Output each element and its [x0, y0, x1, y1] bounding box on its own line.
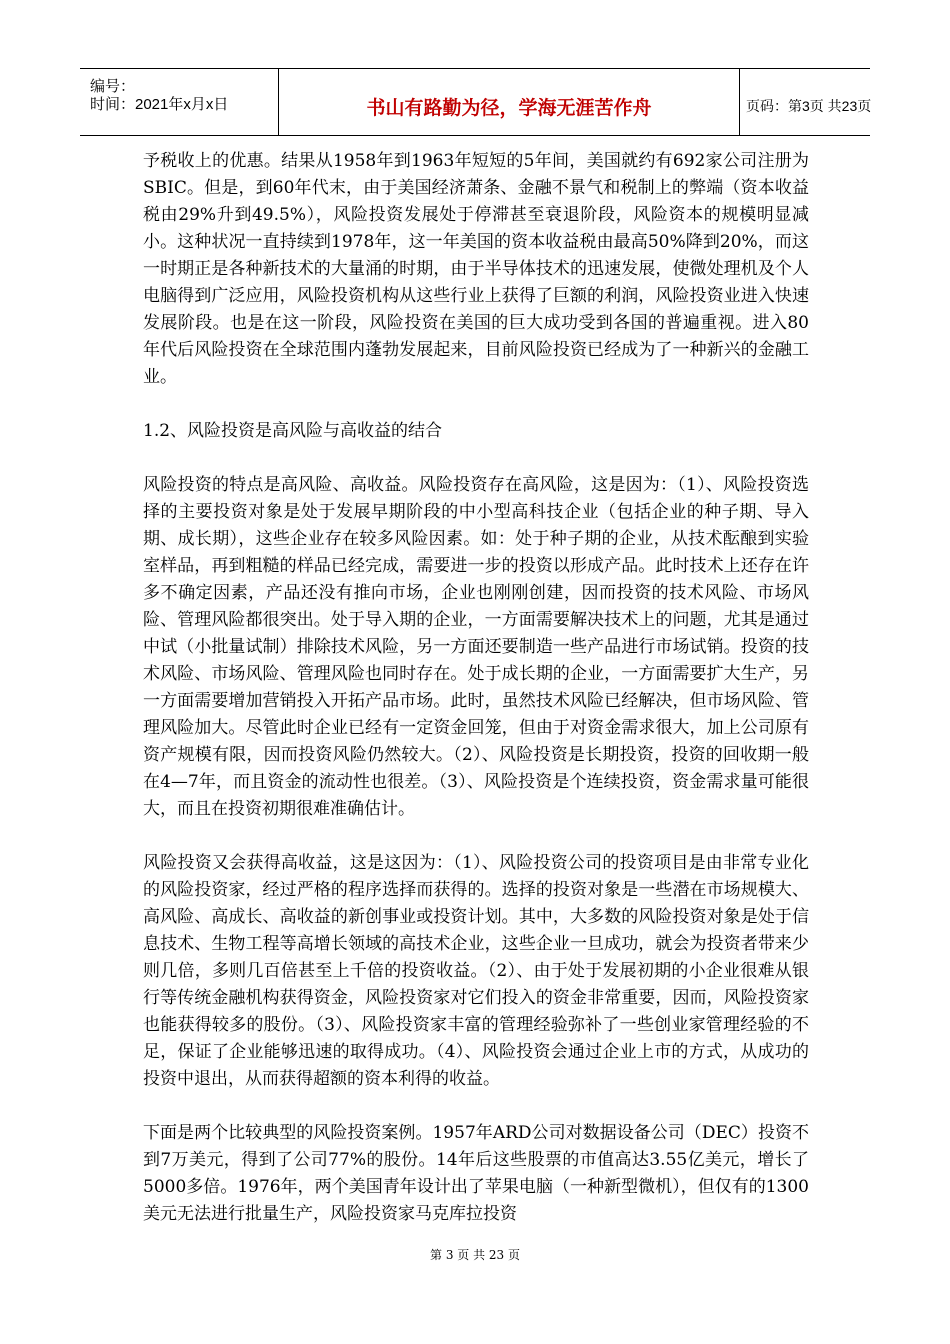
page-footer: 第 3 页 共 23 页: [430, 1248, 520, 1262]
document-body: [143, 148, 809, 1228]
paragraph-high-return: 风险投资又会获得高收益，这是这因为：（1）、风险投资公司的投资项目是由非常专业化的风险投资家，经过严格的程序选择而获得的。选择的投资对象是一些潜在市场规模大、高风险、高成长、高收益的新创事业或投资计划。其中，大多数的风险投资对象是处于信息技术、生物工程等高增长领域的高技术企业，这些企业一旦成功，就会为投资者带来少则几倍，多则几百倍甚至上千倍的投资收益。（2）、由于处于发展初期的小企业很难从银行等传统金融机构获得资金，风险投资家对它们投入的资金非常重要，因而，风险投资家也能获得较多的股份。（3）、风险投资家丰富的管理经验弥补了一些创业家管理经验的不足，保证了企业能够迅速的取得成功。（4）、风险投资会通过企业上市的方式，从成功的投资中退出，从而获得超额的资本利得的收益。: [143, 853, 809, 1089]
header-page-cell: [740, 69, 870, 135]
section-heading: 1.2、风险投资是高风险与高收益的结合: [143, 421, 443, 441]
header-meta-cell: [80, 69, 279, 135]
page-header: [80, 68, 870, 136]
page-info: 页码：第3页 共23页: [746, 98, 872, 114]
header-motto-cell: [279, 69, 740, 135]
paragraph-history: 予税收上的优惠。结果从1958年到1963年短短的5年间，美国就约有692家公司注册为SBIC。但是，到60年代末，由于美国经济萧条、金融不景气和税制上的弊端（资本收益税由29%升到49.5%），风险投资发展处于停滞甚至衰退阶段，风险资本的规模明显减小。这种状况一直持续到1978年，这一年美国的资本收益税由最高50%降到20%，而这一时期正是各种新技术的大量涌的时期，由于半导体技术的迅速发展，使微处理机及个人电脑得到广泛应用，风险投资机构从这些行业上获得了巨额的利润，风险投资业进入快速发展阶段。也是在这一阶段，风险投资在美国的巨大成功受到各国的普遍重视。进入80年代后风险投资在全球范围内蓬勃发展起来，目前风险投资已经成为了一种新兴的金融工业。: [143, 151, 809, 387]
serial-label: 编号：: [90, 78, 136, 95]
motto: 书山有路勤为径，学海无涯苦作舟: [366, 97, 652, 119]
date-label: 时间：2021年x月x日: [90, 96, 229, 113]
paragraph-cases: 下面是两个比较典型的风险投资案例。1957年ARD公司对数据设备公司（DEC）投资不到7万美元，得到了公司77%的股份。14年后这些股票的市值高达3.55亿美元，增长了5000多倍。1976年，两个美国青年设计出了苹果电脑（一种新型微机），但仅有的1300美元无法进行批量生产，风险投资家马克库拉投资: [143, 1123, 809, 1224]
paragraph-high-risk: 风险投资的特点是高风险、高收益。风险投资存在高风险，这是因为：（1）、风险投资选择的主要投资对象是处于发展早期阶段的中小型高科技企业（包括企业的种子期、导入期、成长期），这些企业存在较多风险因素。如：处于种子期的企业，从技术酝酿到实验室样品，再到粗糙的样品已经完成，需要进一步的投资以形成产品。此时技术上还存在许多不确定因素，产品还没有推向市场，企业也刚刚创建，因而投资的技术风险、市场风险、管理风险都很突出。处于导入期的企业，一方面需要解决技术上的问题，尤其是通过中试（小批量试制）排除技术风险，另一方面还要制造一些产品进行市场试销。投资的技术风险、市场风险、管理风险也同时存在。处于成长期的企业，一方面需要扩大生产，另一方面需要增加营销投入开拓产品市场。此时，虽然技术风险已经解决，但市场风险、管理风险加大。尽管此时企业已经有一定资金回笼，但由于对资金需求很大，加上公司原有资产规模有限，因而投资风险仍然较大。（2）、风险投资是长期投资，投资的回收期一般在4—7年，而且资金的流动性也很差。（3）、风险投资是个连续投资，资金需求量可能很大，而且在投资初期很难准确估计。: [143, 475, 809, 819]
